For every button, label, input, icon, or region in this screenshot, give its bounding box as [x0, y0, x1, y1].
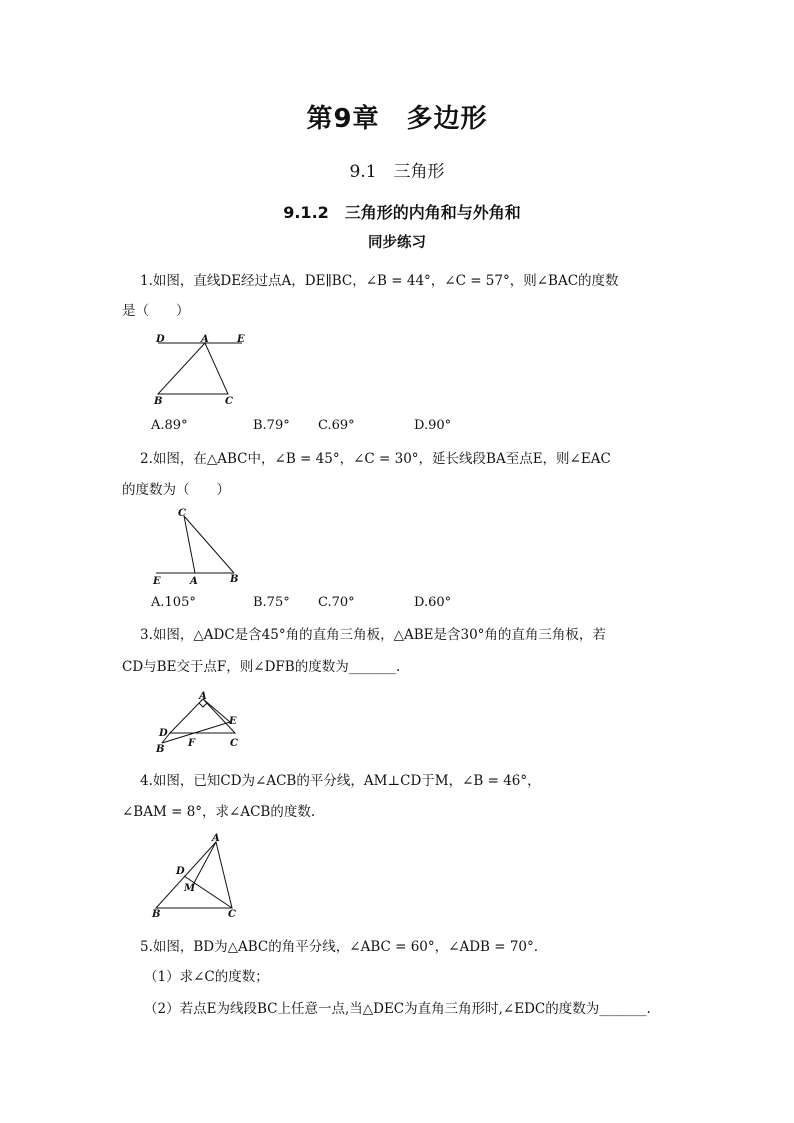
q2-label-b: B [230, 574, 239, 585]
q2-line-ca [184, 516, 195, 573]
q4-label-c: C [228, 909, 236, 920]
q2-option-d: D.60° [414, 595, 452, 610]
q2-label-c: C [178, 508, 186, 519]
q4-label-d: D [176, 866, 185, 877]
q3-label-c: C [230, 738, 238, 749]
q2-text-line2: 的度数为（ ） [122, 482, 230, 498]
chapter-title: 第9章 多边形 [306, 104, 488, 134]
q3-right-angle-mark [199, 703, 207, 707]
q1-label-a: A [201, 334, 209, 345]
q1-label-c: C [225, 396, 233, 407]
q4-figure [148, 832, 248, 922]
q2-label-e: E [153, 576, 161, 587]
q1-figure [150, 330, 250, 408]
q5-text-line1: 5.如图，BD为△ABC的角平分线，∠ABC = 60°，∠ADB = 70°. [140, 939, 539, 955]
subsection-title: 9.1.2 三角形的内角和与外角和 [283, 203, 521, 222]
q2-option-a: A.105° [151, 595, 196, 610]
q2-label-a: A [190, 576, 198, 587]
q1-text-line2: 是（ ） [122, 303, 190, 319]
q5-part2: （2）若点E为线段BC上任意一点,当△DEC为直角三角形时,∠EDC的度数为_______. [144, 1001, 651, 1017]
q5-part1: （1）求∠C的度数； [144, 969, 269, 985]
q2-line-cb [184, 516, 234, 573]
q3-figure [150, 688, 250, 756]
q1-text-line1: 1.如图，直线DE经过点A，DE∥BC，∠B = 44°，∠C = 57°，则∠BAC的度数 [140, 273, 619, 289]
q1-label-e: E [237, 334, 245, 345]
q3-text-line2: CD与BE交于点F，则∠DFB的度数为_______. [122, 659, 401, 675]
q1-triangle-abc [158, 343, 228, 394]
q1-option-a: A.89° [151, 418, 188, 433]
q4-text-line1: 4.如图，已知CD为∠ACB的平分线，AM⊥CD于M，∠B = 46°， [140, 773, 541, 789]
q4-label-b: B [152, 909, 161, 920]
q2-text-line1: 2.如图，在△ABC中，∠B = 45°，∠C = 30°，延长线段BA至点E，则∠EAC [140, 451, 611, 467]
q2-figure [150, 505, 250, 587]
exercise-heading: 同步练习 [368, 235, 426, 251]
q2-option-c: C.70° [318, 595, 355, 610]
q4-label-m: M [184, 883, 196, 894]
q1-option-c: C.69° [318, 418, 355, 433]
q3-line-ae [203, 699, 230, 722]
q3-label-a: A [199, 691, 207, 702]
q3-label-e: E [229, 716, 237, 727]
q3-label-d: D [159, 728, 168, 739]
q4-triangle-abc [156, 842, 232, 908]
q2-option-b: B.75° [253, 595, 290, 610]
q1-label-b: B [154, 396, 163, 407]
q1-label-d: D [156, 334, 165, 345]
section-title: 9.1 三角形 [349, 162, 445, 182]
q3-text-line1: 3.如图，△ADC是含45°角的直角三角板，△ABE是含30°角的直角三角板，若 [140, 627, 606, 643]
q3-label-b: B [156, 744, 165, 755]
q3-triangle-adc [170, 699, 235, 733]
q4-label-a: A [212, 833, 220, 844]
q1-option-d: D.90° [414, 418, 452, 433]
q1-option-b: B.79° [253, 418, 290, 433]
q4-text-line2: ∠BAM = 8°，求∠ACB的度数. [122, 804, 316, 820]
q3-label-f: F [188, 738, 196, 749]
